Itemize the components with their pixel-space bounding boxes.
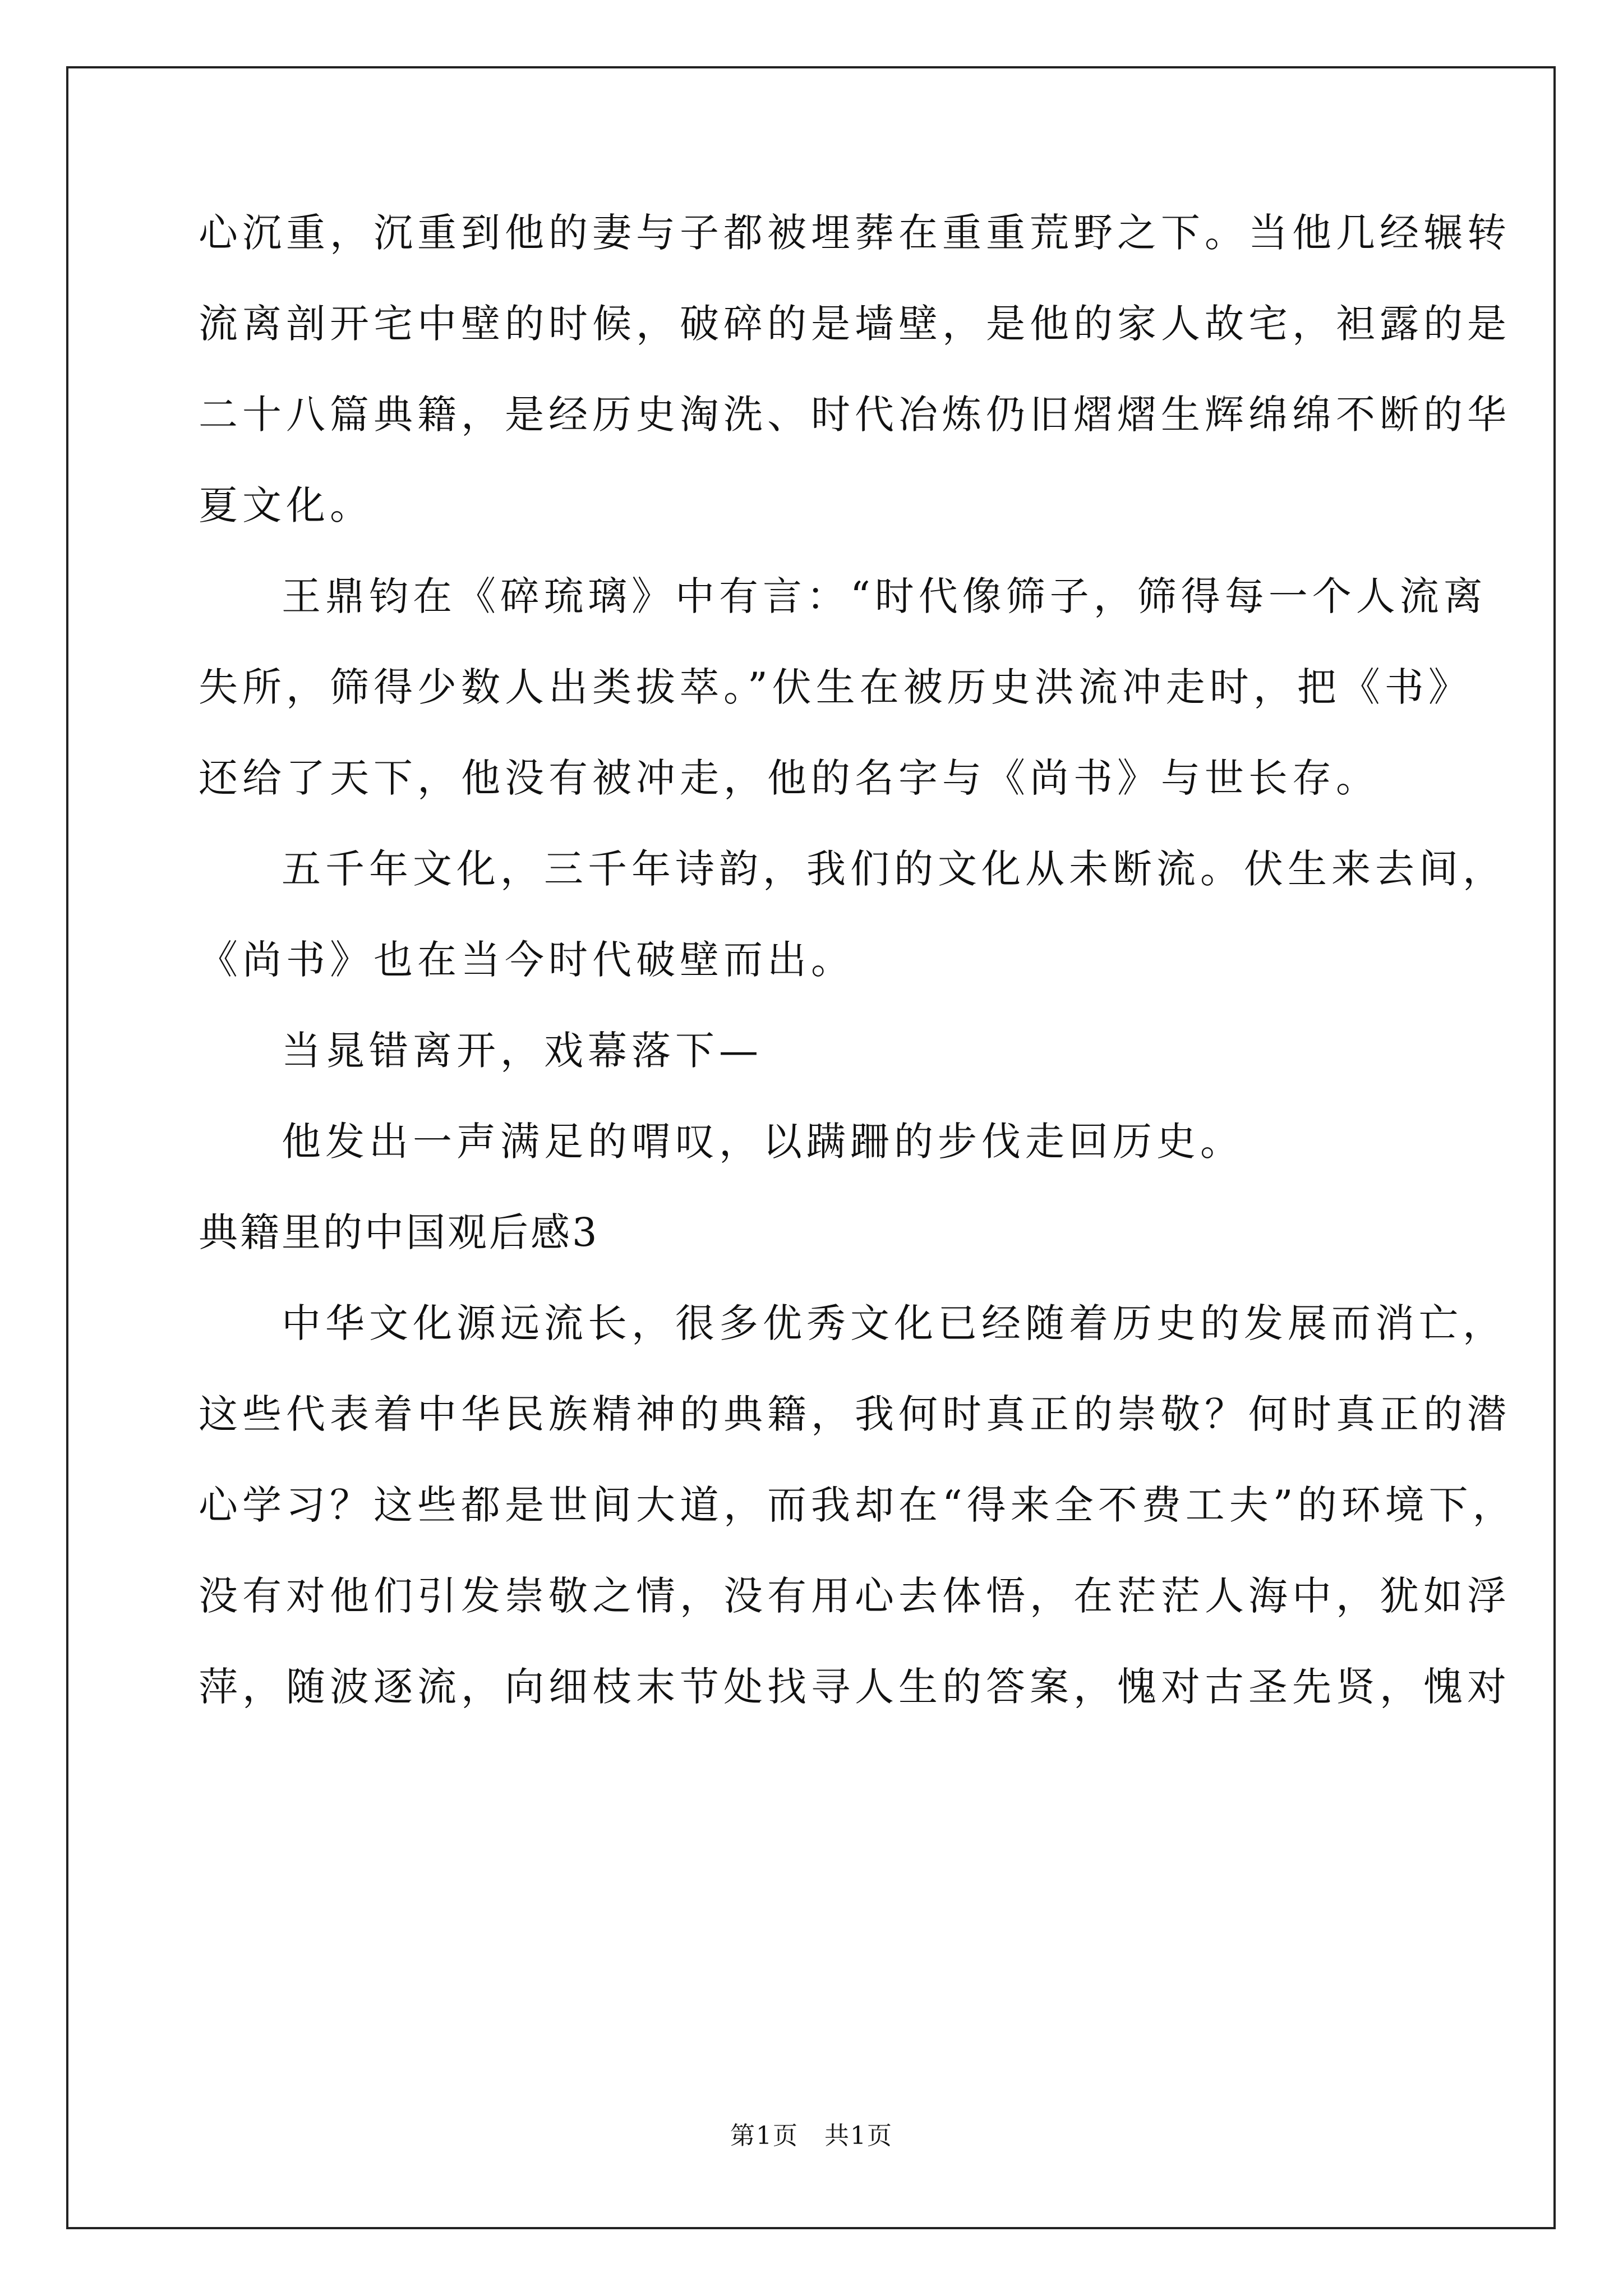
paragraph-line: 这些代表着中华民族精神的典籍，我何时真正的崇敬？何时真正的潜 xyxy=(199,1391,1511,1437)
paragraph-line: 他发出一声满足的喟叹，以蹒跚的步伐走回历史。 xyxy=(282,1119,1244,1165)
paragraph-line: 失所，筛得少数人出类拔萃。”伏生在被历史洪流冲走时，把《书》 xyxy=(199,664,1472,710)
paragraph-line: 还给了天下，他没有被冲走，他的名字与《尚书》与世长存。 xyxy=(199,755,1380,801)
paragraph-line: 中华文化源远流长，很多优秀文化已经随着历史的发展而消亡， xyxy=(282,1300,1506,1346)
paragraph-line: 《尚书》也在当今时代破壁而出。 xyxy=(199,937,855,983)
paragraph-line: 王鼎钧在《碎琉璃》中有言：“时代像筛子，筛得每一个人流离 xyxy=(282,573,1487,619)
paragraph-line: 五千年文化，三千年诗韵，我们的文化从未断流。伏生来去间， xyxy=(282,846,1506,892)
paragraph-line: 萍，随波逐流，向细枝末节处找寻人生的答案，愧对古圣先贤，愧对 xyxy=(199,1664,1511,1710)
paragraph-line: 当晁错离开，戏幕落下— xyxy=(282,1028,763,1074)
paragraph-line: 二十八篇典籍，是经历史淘洗、时代冶炼仍旧熠熠生辉绵绵不断的华 xyxy=(199,392,1511,438)
paragraph-line: 心学习？这些都是世间大道，而我却在“得来全不费工夫”的环境下， xyxy=(199,1482,1516,1528)
section-heading: 典籍里的中国观后感3 xyxy=(199,1209,600,1255)
page-footer: 第1页 共1页 xyxy=(730,2122,893,2150)
paragraph-line: 没有对他们引发崇敬之情，没有用心去体悟，在茫茫人海中，犹如浮 xyxy=(199,1573,1511,1619)
paragraph-line: 夏文化。 xyxy=(199,482,374,528)
paragraph-line: 流离剖开宅中壁的时候，破碎的是墙壁，是他的家人故宅，袒露的是 xyxy=(199,301,1511,347)
paragraph-line: 心沉重，沉重到他的妻与子都被埋葬在重重荒野之下。当他几经辗转 xyxy=(199,210,1511,256)
